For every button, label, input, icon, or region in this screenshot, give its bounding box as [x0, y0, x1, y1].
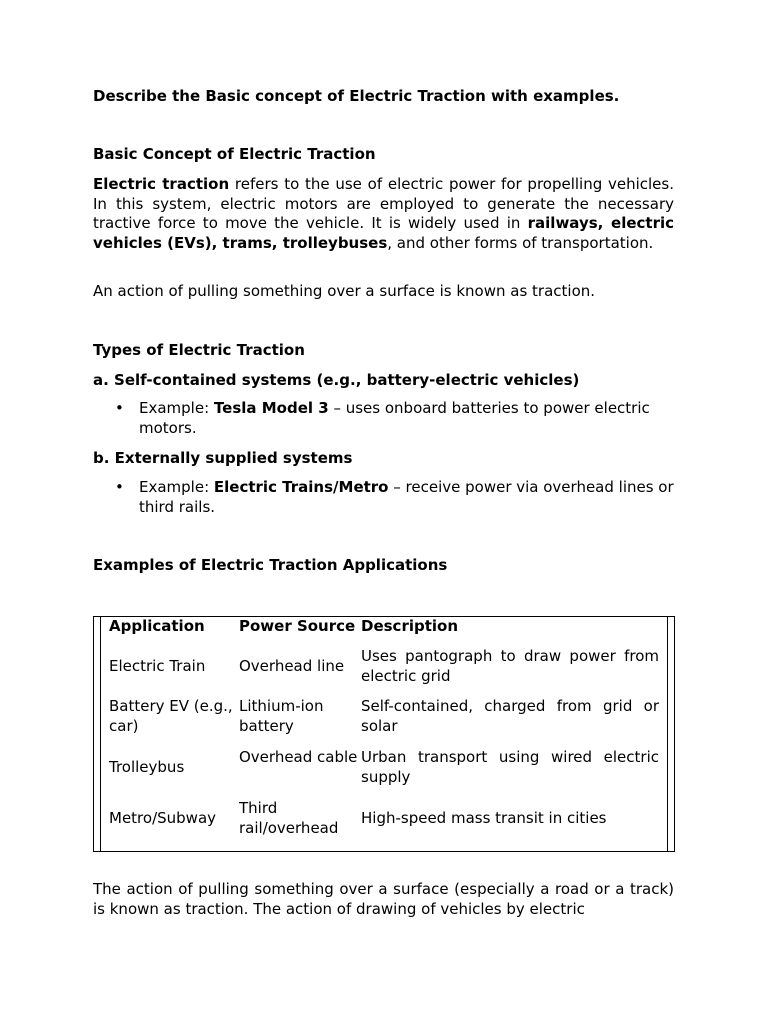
table-cell: Overhead cable [239, 748, 358, 766]
example-name: Tesla Model 3 [213, 399, 329, 417]
usage-list: railways, electric vehicles (EVs), trams, trolleybuses [93, 214, 674, 252]
list-item [115, 399, 674, 439]
paragraph-definition [93, 175, 674, 253]
table-cell: Metro/Subway [109, 809, 217, 827]
example-name: Electric Trains/Metro [213, 478, 389, 496]
table-cell: Trolleybus [109, 758, 185, 776]
subheading-self-contained: a. Self-contained systems (e.g., battery-electric vehicles) [93, 371, 580, 389]
paragraph-traction-meaning: An action of pulling something over a surface is known as traction. [93, 282, 596, 300]
table-inner-border [100, 616, 668, 852]
section-heading-basic-concept: Basic Concept of Electric Traction [93, 145, 376, 163]
table-cell: Battery EV (e.g., car) [109, 697, 233, 735]
applications-table [93, 616, 675, 852]
section-heading-applications: Examples of Electric Traction Applications [93, 556, 448, 574]
table-cell: Self-contained, charged from grid or solar [361, 697, 659, 735]
table-cell: Lithium-ion battery [239, 697, 324, 735]
table-cell: Overhead line [239, 657, 345, 675]
example-description: – receive power via overhead lines or third rails. [139, 478, 674, 516]
bullet-icon: • [115, 478, 124, 496]
table-cell: Third rail/overhead [239, 799, 339, 837]
bullet-icon: • [115, 399, 124, 417]
column-header-power-source: Power Source [239, 617, 356, 635]
table-cell: Urban transport using wired electric supply [361, 748, 659, 786]
question-heading: Describe the Basic concept of Electric Traction with examples. [93, 87, 620, 105]
example-prefix: Example: [139, 399, 214, 417]
column-header-application: Application [109, 617, 205, 635]
table-cell: Uses pantograph to draw power from electric grid [361, 647, 659, 685]
example-description: – uses onboard batteries to power electric motors. [139, 399, 650, 437]
example-prefix: Example: [139, 478, 214, 496]
section-heading-types: Types of Electric Traction [93, 341, 305, 359]
table-cell: Electric Train [109, 657, 206, 675]
list-item [115, 478, 674, 518]
definition-end: , and other forms of transportation. [387, 233, 654, 252]
paragraph-closing: The action of pulling something over a surface (especially a road or a track) is known as traction. The action of drawing of vehicles by electric [93, 880, 674, 918]
subheading-externally-supplied: b. Externally supplied systems [93, 449, 353, 467]
term-electric-traction: Electric traction [93, 175, 230, 193]
definition-text: refers to the use of electric power for propelling vehicles. In this system, electric motors are employed to generate the necessary tractive force to move the vehicle. It is widely used in [93, 175, 674, 232]
table-cell: High-speed mass transit in cities [361, 809, 607, 827]
column-header-description: Description [361, 617, 459, 635]
